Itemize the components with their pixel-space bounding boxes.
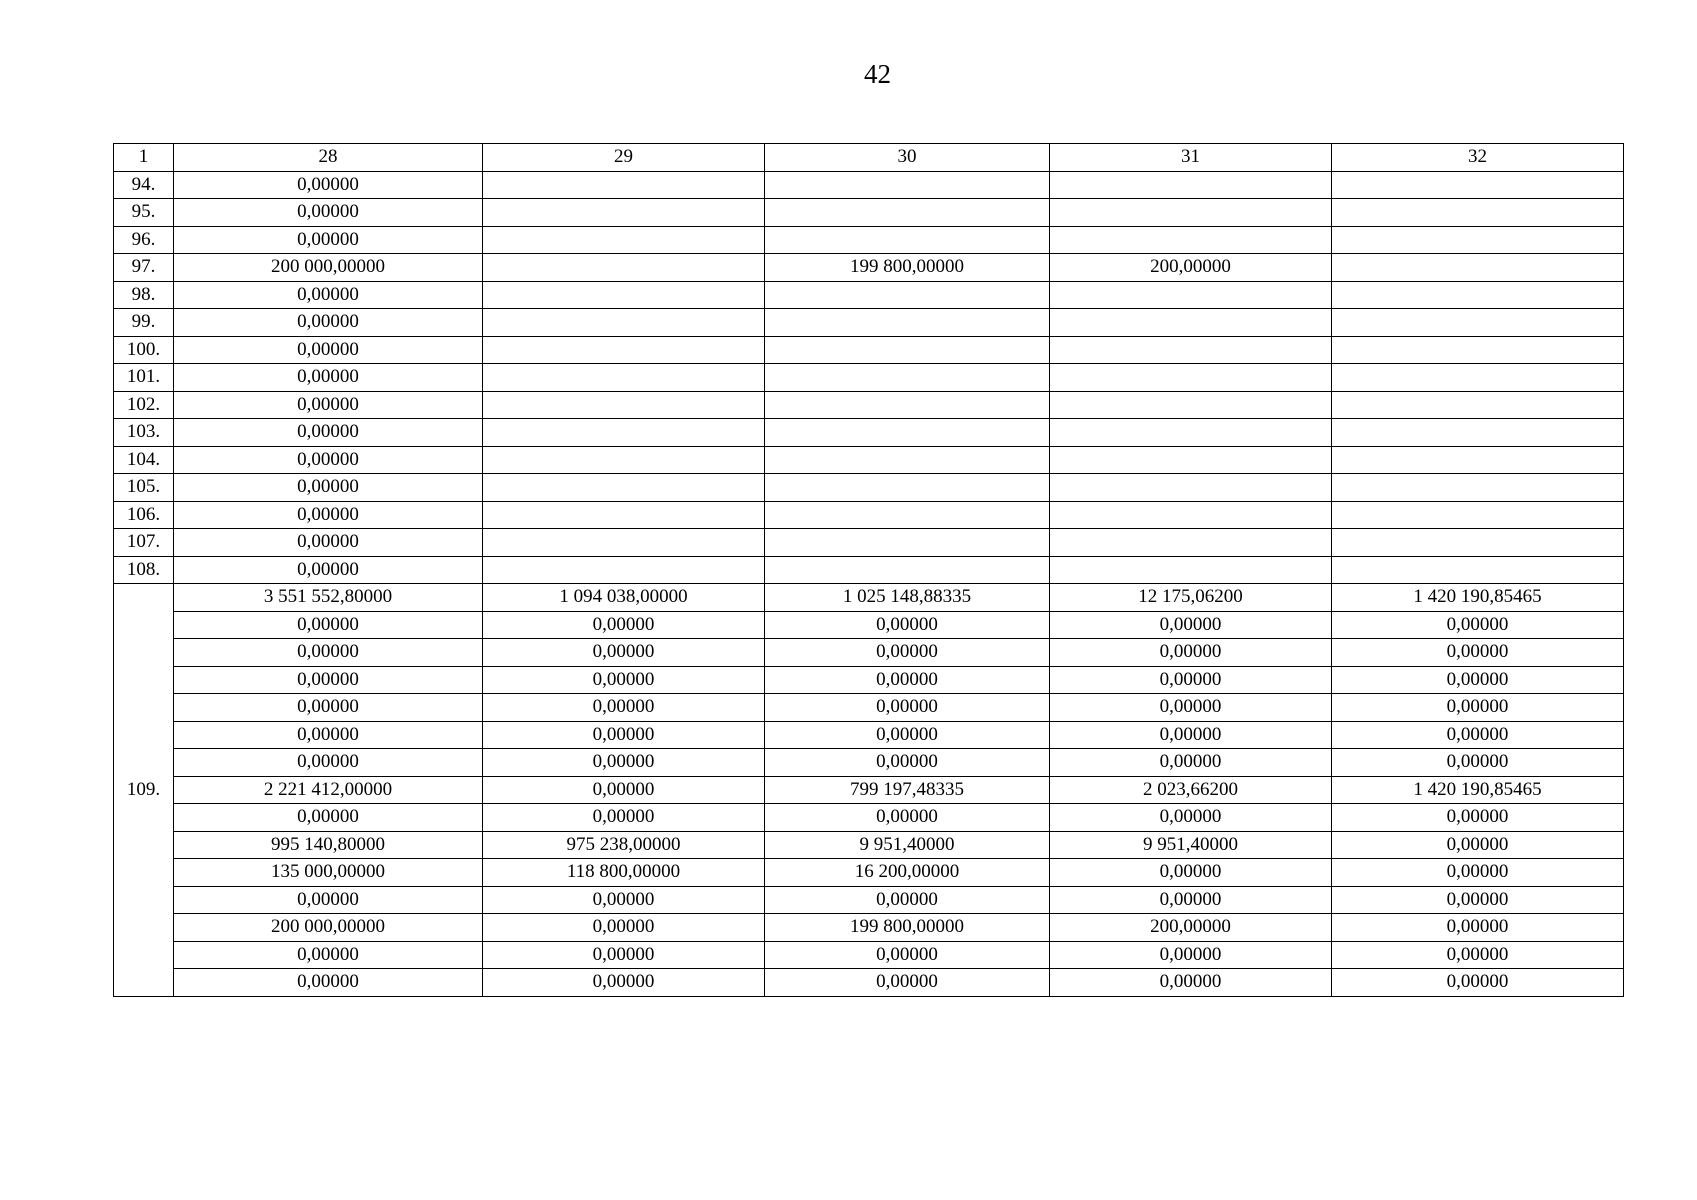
group-table-row [114,859,1624,887]
table-cell: 0,00000 [1332,611,1624,639]
group-table-row [114,694,1624,722]
table-row [114,309,1624,337]
table-cell: 0,00000 [1332,886,1624,914]
table-cell [1332,419,1624,447]
table-cell [1050,199,1332,227]
table-cell: 200,00000 [1050,914,1332,942]
table-cell [1050,501,1332,529]
table-cell: 0,00000 [483,666,765,694]
table-cell: 199 800,00000 [765,914,1050,942]
table-cell: 0,00000 [174,336,483,364]
table-cell: 1 094 038,00000 [483,584,765,612]
table-cell [1050,446,1332,474]
table-cell [1050,281,1332,309]
table-cell: 200 000,00000 [174,914,483,942]
table-cell: 0,00000 [174,199,483,227]
header-cell: 30 [765,144,1050,172]
table-cell [765,529,1050,557]
table-cell [483,226,765,254]
table-cell [483,419,765,447]
table-cell: 0,00000 [765,804,1050,832]
table-cell: 0,00000 [174,364,483,392]
table-cell: 0,00000 [483,886,765,914]
table-cell [1332,171,1624,199]
table-cell [483,364,765,392]
group-table-row [114,941,1624,969]
table-cell [483,309,765,337]
row-number-cell: 103. [114,419,174,447]
header-cell: 28 [174,144,483,172]
group-table-row [114,611,1624,639]
table-cell [483,501,765,529]
table-cell: 2 221 412,00000 [174,776,483,804]
table-cell [1332,336,1624,364]
table-cell: 0,00000 [765,666,1050,694]
table-cell [1332,556,1624,584]
table-cell: 0,00000 [1050,639,1332,667]
table-cell: 0,00000 [174,529,483,557]
table-row [114,226,1624,254]
table-cell: 0,00000 [1332,969,1624,997]
table-cell: 0,00000 [483,694,765,722]
group-table-row [114,886,1624,914]
table-cell [765,199,1050,227]
table-cell: 0,00000 [174,611,483,639]
table-cell: 0,00000 [483,804,765,832]
table-cell: 0,00000 [765,639,1050,667]
table-row [114,364,1624,392]
group-table-row [114,749,1624,777]
table-cell: 0,00000 [765,749,1050,777]
row-number-cell: 105. [114,474,174,502]
row-number-cell: 102. [114,391,174,419]
table-cell [765,226,1050,254]
row-number-cell: 106. [114,501,174,529]
table-cell [483,171,765,199]
table-cell: 0,00000 [1050,969,1332,997]
table-cell: 0,00000 [1050,859,1332,887]
table-cell: 0,00000 [1050,721,1332,749]
table-cell: 0,00000 [1332,804,1624,832]
table-cell: 1 420 190,85465 [1332,776,1624,804]
table-cell: 0,00000 [483,941,765,969]
table-row [114,336,1624,364]
table-cell [1050,556,1332,584]
table-row [114,419,1624,447]
page-number: 42 [864,59,891,89]
table-cell: 0,00000 [174,804,483,832]
row-number-cell: 99. [114,309,174,337]
table-cell: 0,00000 [1332,941,1624,969]
table-cell: 0,00000 [174,694,483,722]
table-cell: 9 951,40000 [765,831,1050,859]
table-cell [765,556,1050,584]
table-cell: 0,00000 [174,474,483,502]
row-number-cell: 97. [114,254,174,282]
table-cell [765,391,1050,419]
table-row [114,529,1624,557]
table-cell [1332,254,1624,282]
table-cell: 9 951,40000 [1050,831,1332,859]
group-table-row [114,584,1624,612]
table-cell: 0,00000 [765,721,1050,749]
table-cell [483,391,765,419]
table-row [114,474,1624,502]
table-cell: 0,00000 [1050,666,1332,694]
table-row [114,199,1624,227]
table-cell: 0,00000 [483,969,765,997]
table-cell [483,474,765,502]
table-cell: 0,00000 [483,914,765,942]
table-cell [1332,226,1624,254]
table-cell: 0,00000 [174,419,483,447]
table-cell [765,281,1050,309]
table-cell: 0,00000 [174,446,483,474]
table-cell: 200,00000 [1050,254,1332,282]
table-cell: 0,00000 [174,969,483,997]
table-cell [1332,446,1624,474]
table-cell: 0,00000 [483,639,765,667]
table-cell: 0,00000 [483,611,765,639]
table-cell: 0,00000 [174,171,483,199]
table-cell [483,529,765,557]
table-cell: 0,00000 [1332,749,1624,777]
table-cell [1332,474,1624,502]
table-cell: 16 200,00000 [765,859,1050,887]
group-table-row [114,914,1624,942]
table-cell [483,556,765,584]
header-cell: 29 [483,144,765,172]
table-body [114,144,1624,997]
table-cell: 0,00000 [1332,666,1624,694]
group-table-row [114,721,1624,749]
group-table-row [114,804,1624,832]
table-cell: 0,00000 [1050,611,1332,639]
group-table-row [114,831,1624,859]
table-cell [1050,171,1332,199]
table-cell: 0,00000 [765,969,1050,997]
table-cell [765,336,1050,364]
row-number-cell: 104. [114,446,174,474]
row-number-cell: 108. [114,556,174,584]
group-table-row [114,776,1624,804]
table-cell [765,474,1050,502]
table-cell: 12 175,06200 [1050,584,1332,612]
table-cell [1050,309,1332,337]
table-cell: 0,00000 [765,886,1050,914]
table-cell: 0,00000 [174,749,483,777]
table-cell [1050,419,1332,447]
table-cell: 135 000,00000 [174,859,483,887]
table-cell [483,446,765,474]
table-cell [483,254,765,282]
table-cell: 200 000,00000 [174,254,483,282]
table-cell: 995 140,80000 [174,831,483,859]
table-cell: 0,00000 [765,611,1050,639]
row-number-cell: 101. [114,364,174,392]
header-cell: 31 [1050,144,1332,172]
table-cell [765,419,1050,447]
table-cell: 0,00000 [483,776,765,804]
table-cell: 199 800,00000 [765,254,1050,282]
table-cell: 0,00000 [174,721,483,749]
table-cell: 0,00000 [1332,914,1624,942]
table-cell [1332,529,1624,557]
table-cell: 0,00000 [174,281,483,309]
data-table [113,143,1624,997]
group-table-row [114,639,1624,667]
table-cell: 0,00000 [1332,639,1624,667]
table-cell: 0,00000 [1332,859,1624,887]
table-cell: 3 551 552,80000 [174,584,483,612]
table-cell: 0,00000 [1332,694,1624,722]
table-row [114,254,1624,282]
table-cell: 799 197,48335 [765,776,1050,804]
row-number-cell: 94. [114,171,174,199]
table-cell [1050,391,1332,419]
table-cell [765,364,1050,392]
table-cell [1050,336,1332,364]
table-cell [1050,474,1332,502]
row-number-cell: 98. [114,281,174,309]
table-header-row [114,144,1624,172]
table-cell [483,336,765,364]
row-number-cell: 95. [114,199,174,227]
table-cell: 118 800,00000 [483,859,765,887]
table-cell [1332,501,1624,529]
group-row-number-cell: 109. [114,584,174,997]
table-cell: 0,00000 [174,309,483,337]
table-cell [1332,199,1624,227]
table-cell [765,309,1050,337]
table-cell [483,281,765,309]
header-cell: 1 [114,144,174,172]
table-row [114,171,1624,199]
table-cell: 0,00000 [174,639,483,667]
table-row [114,556,1624,584]
table-cell [1050,529,1332,557]
row-number-cell: 100. [114,336,174,364]
table-cell [765,501,1050,529]
table-cell: 1 420 190,85465 [1332,584,1624,612]
row-number-cell: 107. [114,529,174,557]
row-number-cell: 96. [114,226,174,254]
table-row [114,446,1624,474]
table-cell [765,171,1050,199]
table-cell: 0,00000 [174,391,483,419]
table-cell: 0,00000 [174,501,483,529]
table-cell: 0,00000 [174,556,483,584]
table-cell: 0,00000 [483,721,765,749]
table-cell: 0,00000 [1050,941,1332,969]
table-cell: 0,00000 [1050,804,1332,832]
group-table-row [114,969,1624,997]
table-cell [1332,364,1624,392]
header-cell: 32 [1332,144,1624,172]
table-cell: 0,00000 [765,941,1050,969]
table-row [114,391,1624,419]
table-cell: 0,00000 [1050,886,1332,914]
table-cell: 0,00000 [174,886,483,914]
table-cell [483,199,765,227]
table-cell: 0,00000 [1332,721,1624,749]
table-row [114,281,1624,309]
table-cell: 2 023,66200 [1050,776,1332,804]
table-cell [1050,364,1332,392]
table-cell: 0,00000 [1332,831,1624,859]
table-cell [765,446,1050,474]
table-cell: 0,00000 [174,226,483,254]
table-cell [1050,226,1332,254]
table-cell: 0,00000 [483,749,765,777]
group-table-row [114,666,1624,694]
table-cell [1332,281,1624,309]
table-cell: 1 025 148,88335 [765,584,1050,612]
table-cell: 0,00000 [174,941,483,969]
table-cell: 0,00000 [1050,749,1332,777]
table-cell: 0,00000 [765,694,1050,722]
table-cell: 0,00000 [1050,694,1332,722]
table-cell: 975 238,00000 [483,831,765,859]
table-cell: 0,00000 [174,666,483,694]
table-cell [1332,391,1624,419]
table-cell [1332,309,1624,337]
table-row [114,501,1624,529]
